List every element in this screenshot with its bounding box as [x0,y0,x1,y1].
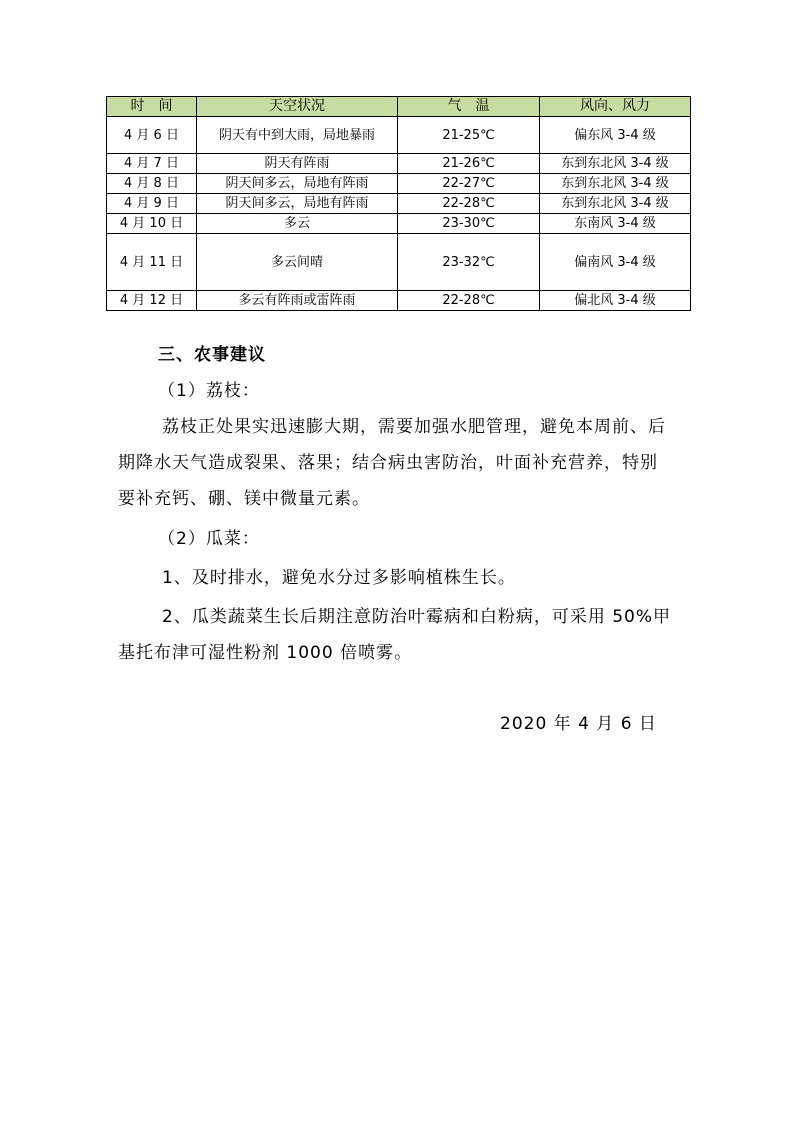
cell-sky: 多云间晴 [197,234,398,291]
cell-date: 4 月 11 日 [107,234,197,291]
header-temperature: 气 温 [398,97,540,117]
cell-temperature: 23-30℃ [398,214,540,234]
header-wind: 风向、风力 [540,97,691,117]
cell-temperature: 22-27℃ [398,174,540,194]
cell-wind: 东到东北风 3-4 级 [540,194,691,214]
cell-date: 4 月 12 日 [107,291,197,311]
cell-wind: 偏南风 3-4 级 [540,234,691,291]
table-row [107,154,691,174]
cell-temperature: 23-32℃ [398,234,540,291]
melon-item-1: 1、及时排水，避免水分过多影响植株生长。 [162,568,516,588]
cell-sky: 阴天间多云，局地有阵雨 [197,174,398,194]
table-row [107,291,691,311]
melon-subheading: （2）瓜菜： [158,529,260,549]
cell-date: 4 月 10 日 [107,214,197,234]
cell-sky: 阴天间多云，局地有阵雨 [197,194,398,214]
cell-wind: 偏东风 3-4 级 [540,117,691,154]
cell-sky: 阴天有中到大雨，局地暴雨 [197,117,398,154]
table-row [107,214,691,234]
cell-wind: 东到东北风 3-4 级 [540,174,691,194]
header-sky: 天空状况 [197,97,398,117]
cell-wind: 偏北风 3-4 级 [540,291,691,311]
cell-date: 4 月 6 日 [107,117,197,154]
section-heading: 三、农事建议 [158,345,266,365]
document-date: 2020 年 4 月 6 日 [500,714,657,734]
cell-sky: 多云 [197,214,398,234]
table-row [107,174,691,194]
lychee-paragraph: 荔枝正处果实迅速膨大期，需要加强水肥管理，避免本周前、后期降水天气造成裂果、落果；结合病虫害防治，叶面补充营养，特别要补充钙、硼、镁中微量元素。 [118,417,666,509]
cell-date: 4 月 8 日 [107,174,197,194]
cell-date: 4 月 7 日 [107,154,197,174]
table-row [107,234,691,291]
cell-wind: 东到东北风 3-4 级 [540,154,691,174]
cell-date: 4 月 9 日 [107,194,197,214]
cell-wind: 东南风 3-4 级 [540,214,691,234]
weather-forecast-table [106,96,691,311]
cell-temperature: 21-26℃ [398,154,540,174]
cell-temperature: 22-28℃ [398,291,540,311]
table-row [107,117,691,154]
header-date: 时 间 [107,97,197,117]
table-header-row [107,97,691,117]
table-row [107,194,691,214]
cell-sky: 多云有阵雨或雷阵雨 [197,291,398,311]
cell-sky: 阴天有阵雨 [197,154,398,174]
melon-item-2: 2、瓜类蔬菜生长后期注意防治叶霉病和白粉病，可采用 50%甲基托布津可湿性粉剂 1000 倍喷雾。 [118,607,672,663]
lychee-subheading: （1）荔枝： [158,381,260,401]
cell-temperature: 21-25℃ [398,117,540,154]
cell-temperature: 22-28℃ [398,194,540,214]
